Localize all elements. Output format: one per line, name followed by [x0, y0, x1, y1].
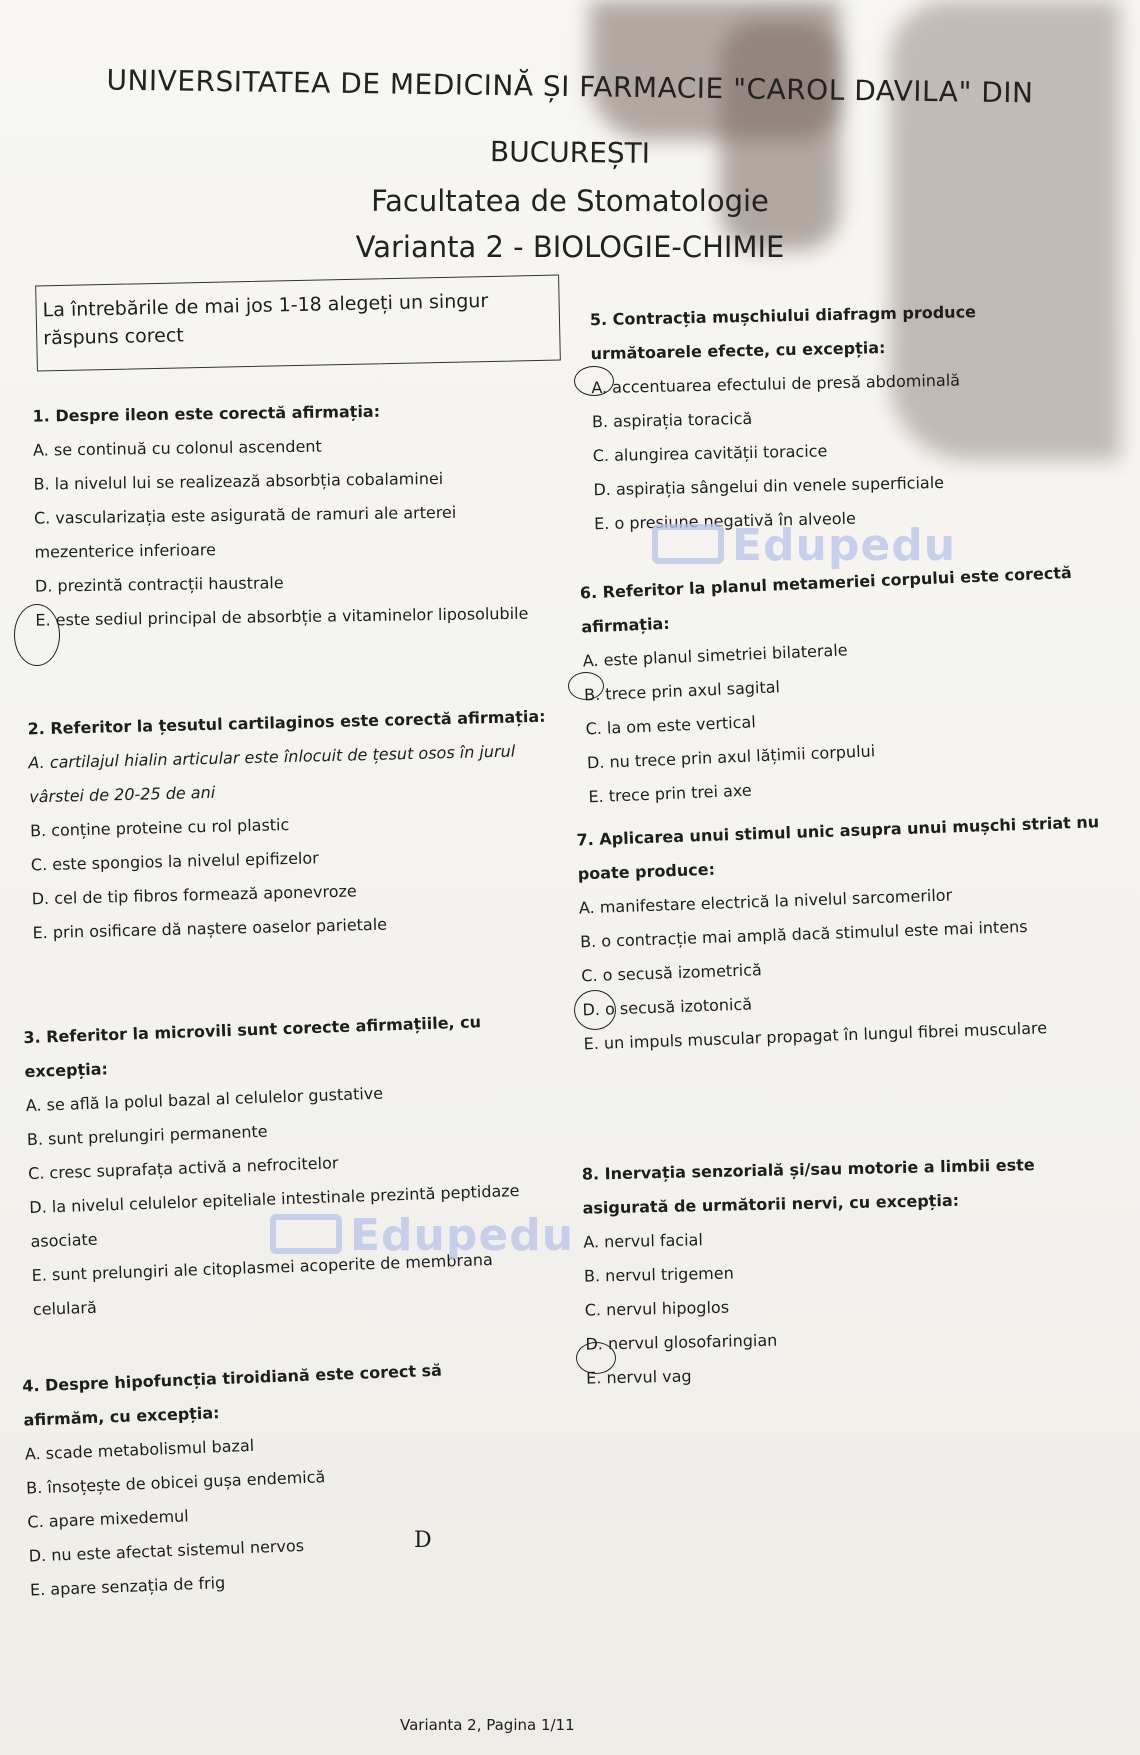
- university-city: BUCUREȘTI: [489, 135, 651, 170]
- question-8: [582, 1146, 1127, 1395]
- faculty-title: Facultatea de Stomatologie: [371, 184, 769, 218]
- option-d: D. la nivelul celulelor epiteliale intestinale prezintă peptidaze asociate: [28, 1180, 520, 1252]
- question-3: [23, 1003, 553, 1327]
- option-c: C. apare mixedemul: [27, 1506, 190, 1532]
- option-e: E. apare senzația de frig: [29, 1573, 226, 1600]
- option-c: C. vascularizația este asigurată de ramuri ale arterei mezenterice inferioare: [33, 502, 457, 562]
- question-5: [590, 293, 1095, 541]
- question-2: [27, 700, 553, 951]
- option-a: A. nervul facial: [583, 1230, 703, 1252]
- university-title: UNIVERSITATEA DE MEDICINĂ ȘI FARMACIE "CAROL DAVILA" DIN: [106, 63, 1034, 110]
- question-title: 3. Referitor la microvili sunt corecte afirmațiile, cu excepția:: [23, 1012, 482, 1082]
- option-a: A. este planul simetriei bilaterale: [582, 640, 848, 671]
- page-footer: Varianta 2, Pagina 1/11: [400, 1716, 575, 1734]
- option-c: C. este spongios la nivelul epifizelor: [30, 848, 319, 875]
- option-c: C. o secusă izometrică: [581, 960, 763, 986]
- option-d: D. o secusă izotonică: [582, 994, 753, 1020]
- option-e: E. un impuls muscular propagat în lungul fibrei musculare: [583, 1018, 1048, 1054]
- answer-circle-q1: [14, 604, 60, 666]
- option-c: C. la om este vertical: [585, 712, 757, 739]
- question-6: [579, 556, 1089, 815]
- question-title: 1. Despre ileon este corectă afirmația:: [32, 401, 381, 426]
- question-title: 7. Aplicarea unui stimul unic asupra unui mușchi striat nu poate produce:: [576, 812, 1100, 884]
- variant-title: Varianta 2 - BIOLOGIE-CHIMIE: [355, 230, 785, 264]
- option-b: B. o contracție mai amplă dacă stimulul este mai intens: [579, 916, 1028, 952]
- answer-circle-q8: [576, 1342, 616, 1374]
- option-c: C. cresc suprafața activă a nefrocitelor: [27, 1153, 339, 1184]
- question-title: 4. Despre hipofuncția tiroidiană este corect să afirmăm, cu excepția:: [21, 1360, 443, 1430]
- option-b: B. nervul trigemen: [583, 1263, 734, 1286]
- option-b: B. la nivelul lui se realizează absorbția cobalaminei: [33, 468, 444, 494]
- question-title: 6. Referitor la planul metameriei corpului este corectă afirmația:: [579, 562, 1073, 637]
- option-d: D. nu trece prin axul lățimii corpului: [586, 741, 876, 773]
- option-d: D. nervul glosofaringian: [585, 1330, 778, 1354]
- option-d: D. prezintă contracții haustrale: [34, 573, 284, 596]
- option-b: B. aspirația toracică: [591, 408, 753, 432]
- option-a: A. se continuă cu colonul ascendent: [32, 436, 322, 460]
- option-e: E. nervul vag: [585, 1366, 692, 1388]
- question-7: [576, 805, 1124, 1062]
- edupedu-logo-icon: [652, 524, 724, 564]
- option-a: A. cartilajul hialin articular este înlocuit de țesut osos în jurul vârstei de 20-25 de ani: [28, 741, 516, 807]
- answer-circle-q6: [568, 672, 604, 700]
- option-e: E. o presiune negativă în alveole: [593, 508, 857, 534]
- option-c: C. alungirea cavității toracice: [592, 441, 828, 466]
- question-title: 8. Inervația senzorială și/sau motorie a limbii este asigurată de următorii nervi, cu excepția:: [581, 1155, 1035, 1218]
- answer-circle-q5: [574, 366, 614, 396]
- option-b: B. trece prin axul sagital: [583, 677, 781, 705]
- option-b: B. însoțește de obicei gușa endemică: [25, 1467, 326, 1498]
- option-a: A. accentuarea efectului de presă abdominală: [591, 370, 961, 398]
- question-1: [32, 392, 555, 637]
- option-c: C. nervul hipoglos: [584, 1297, 730, 1320]
- instructions-box: La întrebările de mai jos 1-18 alegeți un singur răspuns corect: [35, 275, 561, 372]
- edupedu-logo-icon: [270, 1214, 342, 1254]
- question-title: 2. Referitor la țesutul cartilaginos este corectă afirmația:: [27, 706, 546, 739]
- option-e: E. prin osificare dă naștere oaselor parietale: [32, 914, 388, 943]
- option-a: A. scade metabolismul bazal: [24, 1435, 255, 1464]
- question-title: 5. Contracția mușchiului diafragm produce următoarele efecte, cu excepția:: [589, 302, 977, 364]
- question-4: [22, 1350, 531, 1607]
- option-b: B. conține proteine cu rol plastic: [29, 815, 290, 841]
- option-a: A. manifestare electrică la nivelul sarcomerilor: [578, 885, 953, 918]
- watermark-bottom: Edupedu: [270, 1210, 574, 1261]
- option-d: D. aspirația sângelui din venele superficiale: [593, 472, 945, 500]
- option-e: E. este sediul principal de absorbție a vitaminelor liposolubile: [35, 603, 529, 630]
- watermark-top: Edupedu: [652, 520, 956, 571]
- option-d: D. cel de tip fibros formează aponevroze: [31, 881, 357, 909]
- option-b: B. sunt prelungiri permanente: [26, 1121, 268, 1150]
- option-d: D. nu este afectat sistemul nervos: [28, 1535, 305, 1566]
- option-e: E. trece prin trei axe: [588, 780, 752, 807]
- option-a: A. se află la polul bazal al celulelor gustative: [25, 1083, 384, 1116]
- answer-circle-q7: [574, 990, 616, 1030]
- option-e: E. sunt prelungiri ale citoplasmei acoperite de membrana celulară: [31, 1249, 494, 1319]
- handwritten-answer-mark: D: [414, 1528, 432, 1553]
